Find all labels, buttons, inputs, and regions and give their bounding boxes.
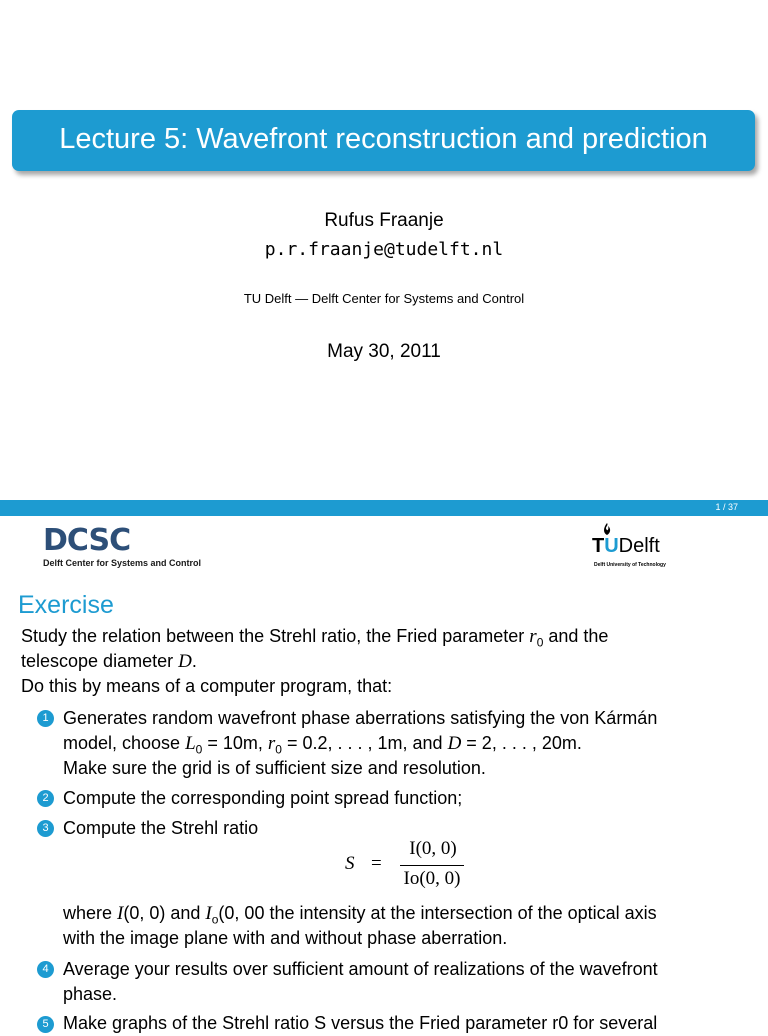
tudelft-logo-text: TUDelft — [592, 535, 660, 557]
institution: TU Delft — Delft Center for Systems and Control — [243, 291, 525, 306]
formula-equals: = — [371, 853, 382, 874]
list-number-5: 5 — [37, 1016, 54, 1033]
where-line-1: where I(0, 0) and $I_o(0$, 00 the intensity at the intersection of the optical axis — [63, 903, 657, 927]
slide-separator — [0, 500, 768, 516]
intro-line-3: Do this by means of a computer program, that: — [21, 676, 393, 696]
formula-numerator: I(0, 0) — [409, 838, 457, 859]
list-item-5: Make graphs of the Strehl ratio S versus the Fried parameter r0 for several — [63, 1013, 658, 1033]
title-slide — [0, 0, 768, 500]
list-item-2: Compute the corresponding point spread function; — [63, 788, 463, 808]
list-item-1-line-3: Make sure the grid is of sufficient size and resolution. — [63, 758, 486, 778]
dcsc-logo — [43, 523, 202, 568]
title-box — [12, 110, 755, 171]
list-item-3: Compute the Strehl ratio — [63, 818, 259, 838]
list-item-4-line-1: Average your results over sufficient amount of realizations of the wavefront — [63, 959, 658, 979]
list-item-4-line-2: phase. — [63, 984, 118, 1004]
list-number-1: 1 — [37, 710, 54, 727]
list-number-2: 2 — [37, 790, 54, 807]
list-number-3: 3 — [37, 820, 54, 837]
formula-lhs: S — [345, 853, 355, 874]
list-item-1-line-1: Generates random wavefront phase aberrations satisfying the von Kármán — [63, 708, 658, 728]
list-item-1-line-2: model, choose $L_0 = 10m$, $r_0 = 0.2$, . . . , 1m, and D = 2, . . . , 20m. — [63, 733, 582, 757]
intro-line-2: telescope diameter D. — [21, 651, 197, 672]
slide-heading: Exercise — [18, 591, 114, 619]
formula-fraction-bar — [400, 865, 464, 866]
author-email: p.r.fraanje@tudelft.nl — [264, 239, 504, 260]
list-number-4: 4 — [37, 961, 54, 978]
author-name: Rufus Fraanje — [324, 210, 444, 231]
lecture-title: Lecture 5: Wavefront reconstruction and prediction — [59, 123, 708, 155]
dcsc-logo-subtitle: Delft Center for Systems and Control — [43, 558, 202, 568]
where-line-2: with the image plane with and without phase aberration. — [63, 928, 508, 948]
formula-denominator: Io(0, 0) — [403, 868, 461, 889]
page-counter: 1 / 37 — [715, 502, 738, 512]
intro-line-1: Study the relation between the Strehl ratio, the Fried parameter $r_0$ and the — [21, 626, 609, 650]
lecture-date: May 30, 2011 — [327, 341, 441, 362]
dcsc-logo-text: DCSC — [43, 523, 131, 558]
tudelft-logo-subtitle: Delft University of Technology — [594, 562, 666, 568]
